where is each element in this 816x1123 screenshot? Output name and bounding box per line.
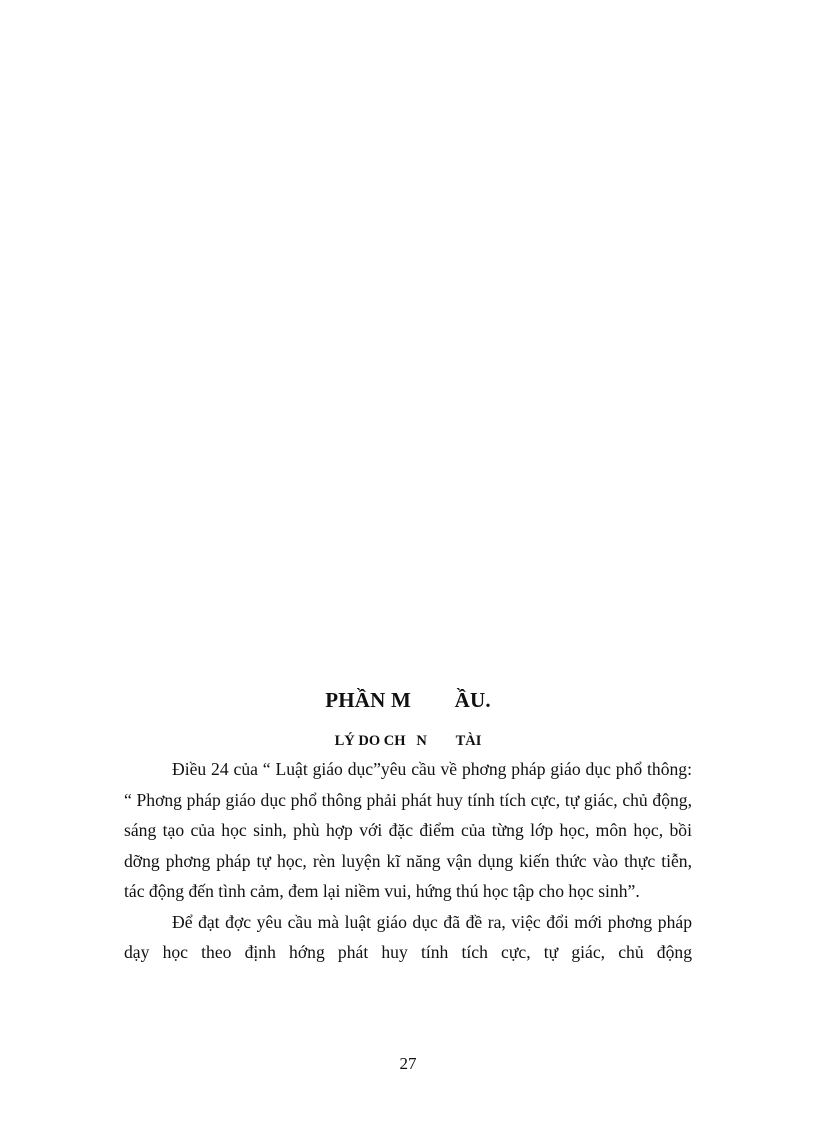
section-subheading: LÝ DO CH N TÀI [334, 733, 482, 749]
paragraph: Để đạt đợc yêu cầu mà luật giáo dục đã đề ra, việc đổi mới phơng pháp dạy học theo định hớng phát huy tính tích cực, tự giác, chủ động [124, 911, 692, 962]
section-heading: PHẦN M ẦU. [325, 688, 491, 712]
page-number: 27 [399, 1054, 417, 1073]
paragraph: Điều 24 của “ Luật giáo dục”yêu cầu về phơng pháp giáo dục phổ thông: “ Phơng pháp giáo dục phổ thông phải phát huy tính tích cực, tự giác, chủ động, sáng tạo của học sinh, phù hợp với đặc điểm của từng lớp học, môn học, bồi dỡng phơng pháp tự học, rèn luyện kĩ năng vận dụng kiến thức vào thực tiễn, tác động đến tình cảm, đem lại niềm vui, hứng thú học tập cho học sinh”. [124, 759, 692, 901]
body-text [124, 754, 692, 968]
